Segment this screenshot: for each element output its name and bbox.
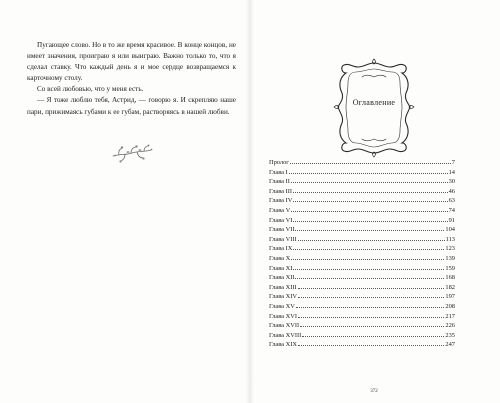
dot-leader bbox=[298, 291, 444, 298]
toc-page: 235 bbox=[445, 331, 455, 339]
toc-row[interactable] bbox=[269, 282, 455, 292]
toc-label: Глава XI bbox=[269, 264, 293, 272]
contents-heading: Оглавление bbox=[352, 98, 396, 107]
toc-page: 182 bbox=[445, 283, 455, 291]
toc-page: 14 bbox=[448, 168, 455, 176]
toc-page: 208 bbox=[445, 302, 455, 310]
ornate-frame-icon bbox=[332, 57, 416, 159]
toc-page: 74 bbox=[448, 206, 455, 214]
toc-row[interactable] bbox=[269, 186, 455, 196]
toc-page: 30 bbox=[448, 178, 455, 186]
toc-label: Глава IV bbox=[269, 197, 293, 205]
toc-label: Глава II bbox=[269, 178, 290, 186]
toc-page: 226 bbox=[445, 322, 455, 330]
dot-leader bbox=[293, 263, 444, 270]
toc-page: 197 bbox=[445, 293, 455, 301]
toc-row[interactable] bbox=[269, 330, 455, 340]
toc-label: Глава XIX bbox=[269, 341, 297, 349]
toc-page: 159 bbox=[445, 264, 455, 272]
dot-leader bbox=[302, 330, 444, 337]
dot-leader bbox=[289, 167, 448, 174]
dot-leader bbox=[293, 195, 447, 202]
toc-page: 217 bbox=[445, 312, 455, 320]
dot-leader bbox=[300, 320, 444, 327]
dot-leader bbox=[291, 205, 447, 212]
toc-label: Глава VIII bbox=[269, 235, 297, 243]
toc-label: Глава XV bbox=[269, 302, 295, 310]
toc-row[interactable] bbox=[269, 224, 455, 234]
paragraph: Пугающее слово. Но в то же время красивое. В конце концов, не имеет значения, проиграю я или выиграю. Важно только то, что я сделал ставку. Что каждый день я и мое сердце возвращаемся к карточному столу. bbox=[27, 41, 236, 83]
floral-sprig-icon bbox=[110, 141, 154, 165]
toc-page: 123 bbox=[445, 245, 455, 253]
toc-row[interactable] bbox=[269, 234, 455, 244]
toc-row[interactable] bbox=[269, 320, 455, 330]
dot-leader bbox=[295, 272, 444, 279]
toc-row[interactable] bbox=[269, 243, 455, 253]
toc-label: Глава I bbox=[269, 168, 288, 176]
toc-page: 247 bbox=[445, 341, 455, 349]
toc-label: Глава III bbox=[269, 187, 292, 195]
dot-leader bbox=[293, 186, 448, 193]
toc-row[interactable] bbox=[269, 195, 455, 205]
table-of-contents bbox=[269, 157, 455, 349]
dot-leader bbox=[295, 224, 444, 231]
toc-page: 91 bbox=[448, 216, 455, 224]
toc-label: Глава V bbox=[269, 206, 291, 214]
toc-label: Глава XVII bbox=[269, 322, 300, 330]
toc-row[interactable] bbox=[269, 272, 455, 282]
toc-row[interactable] bbox=[269, 339, 455, 349]
toc-page: 104 bbox=[445, 226, 455, 234]
dot-leader bbox=[293, 215, 447, 222]
dot-leader bbox=[291, 176, 448, 183]
toc-label: Глава XVIII bbox=[269, 331, 302, 339]
toc-row[interactable] bbox=[269, 205, 455, 215]
toc-label: Глава XIII bbox=[269, 283, 297, 291]
toc-row[interactable] bbox=[269, 167, 455, 177]
toc-page: 113 bbox=[445, 235, 455, 243]
book-gutter bbox=[246, 0, 254, 403]
toc-row[interactable] bbox=[269, 263, 455, 273]
toc-page: 168 bbox=[445, 274, 455, 282]
dot-leader bbox=[296, 301, 445, 308]
dot-leader bbox=[298, 311, 444, 318]
dot-leader bbox=[298, 339, 444, 346]
dot-leader bbox=[298, 282, 445, 289]
toc-page: 63 bbox=[448, 197, 455, 205]
toc-label: Глава XVI bbox=[269, 312, 297, 320]
dot-leader bbox=[293, 243, 444, 250]
toc-label: Глава X bbox=[269, 254, 291, 262]
toc-row[interactable] bbox=[269, 291, 455, 301]
toc-row[interactable] bbox=[269, 301, 455, 311]
toc-page: 46 bbox=[448, 187, 455, 195]
toc-row[interactable] bbox=[269, 176, 455, 186]
dot-leader bbox=[290, 157, 451, 164]
dot-leader bbox=[291, 253, 444, 260]
toc-row[interactable] bbox=[269, 215, 455, 225]
toc-label: Глава XII bbox=[269, 274, 295, 282]
dot-leader bbox=[298, 234, 445, 241]
page-number: 372 bbox=[370, 389, 378, 394]
toc-row[interactable] bbox=[269, 253, 455, 263]
paragraph: — Я тоже люблю тебя, Астрид, — говорю я. И скрепляю наше пари, прижимаясь губами к ее губам, растворяясь в нашей любви. bbox=[27, 96, 236, 116]
toc-page: 139 bbox=[445, 254, 455, 262]
toc-label: Глава VI bbox=[269, 216, 293, 224]
toc-row[interactable] bbox=[269, 311, 455, 321]
story-text bbox=[27, 40, 236, 118]
toc-page: 7 bbox=[451, 159, 455, 166]
toc-label: Глава VII bbox=[269, 226, 295, 234]
toc-row[interactable] bbox=[269, 157, 455, 167]
toc-label: Пролог bbox=[269, 159, 289, 166]
toc-label: Глава XIV bbox=[269, 293, 297, 301]
paragraph: Со всей любовью, что у меня есть. bbox=[37, 85, 144, 94]
toc-label: Глава IX bbox=[269, 245, 293, 253]
